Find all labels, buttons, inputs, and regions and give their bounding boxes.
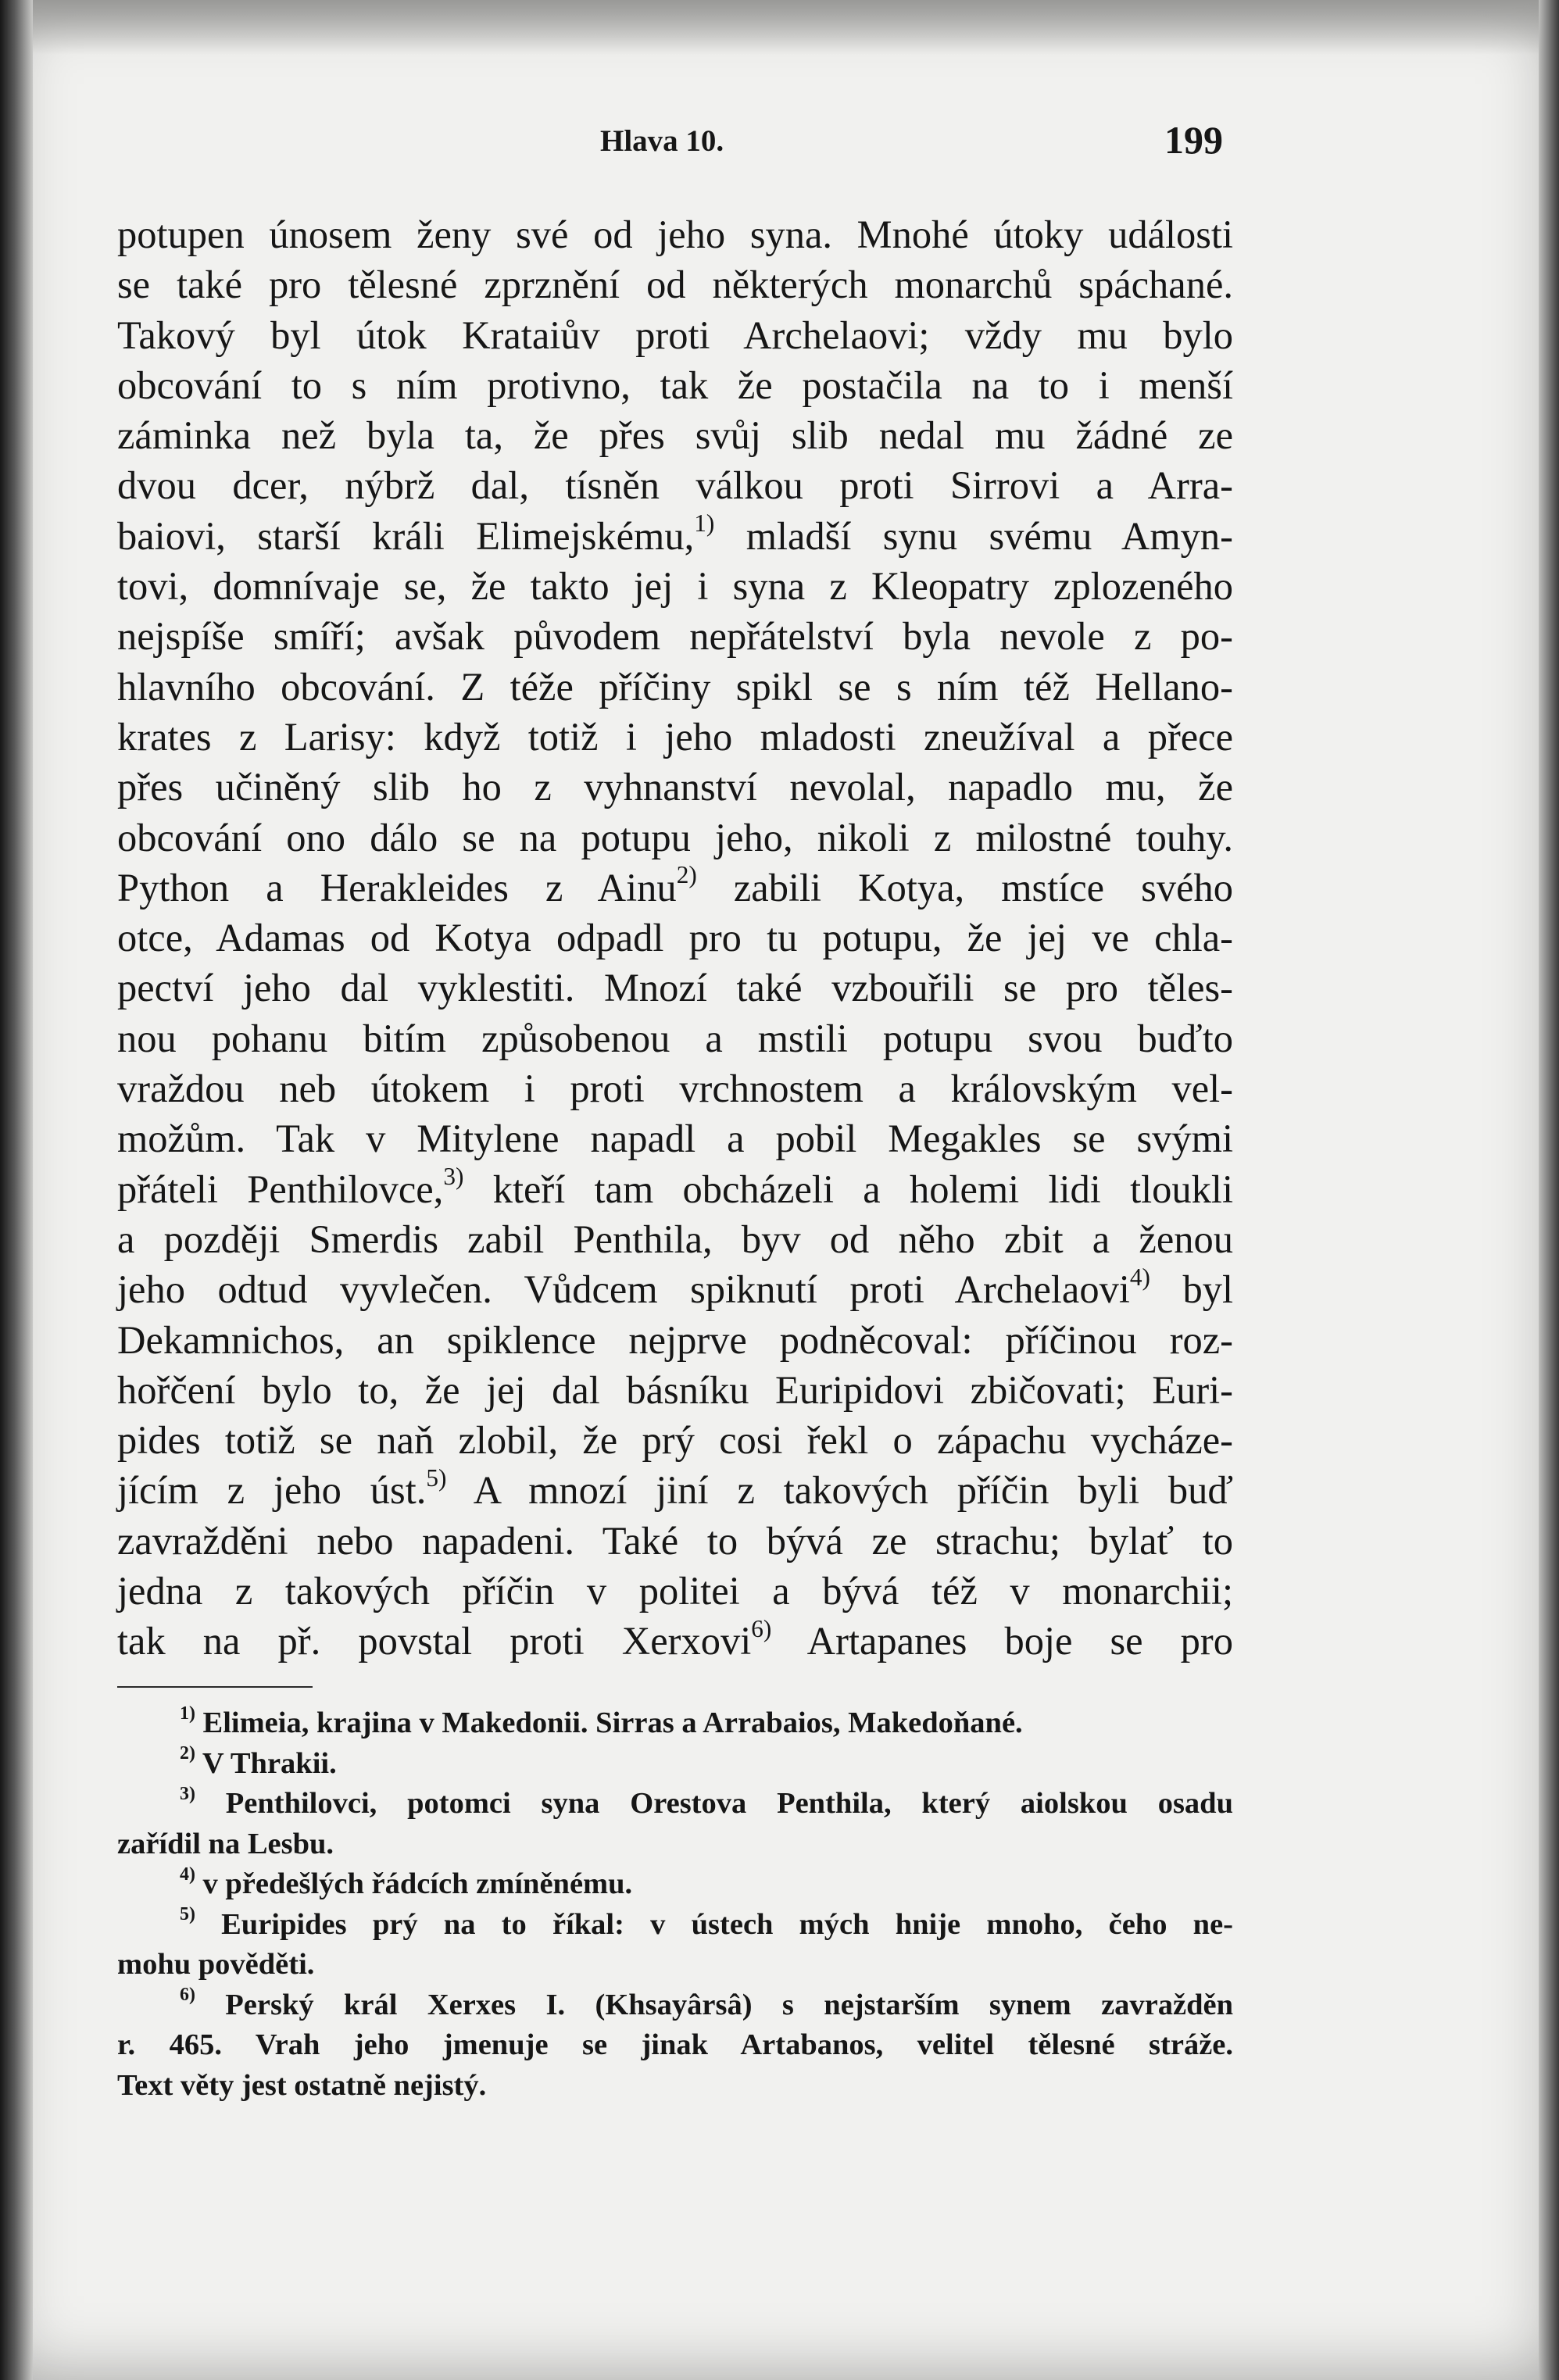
footnote: $^{5)}$ Euripides prý na to říkal: v ústech mých hnije mnoho, čeho ne- [180, 1904, 1233, 1941]
text-line: pectví jeho dal vyklestiti. Mnozí také vzbouřili se pro těles- [117, 966, 1233, 1010]
footnote: $^{1)}$ Elimeia, krajina v Makedonii. Sirras a Arrabaios, Makedoňané. [180, 1703, 1023, 1739]
text-line [117, 1465, 1233, 1515]
footnote-ref: 4) [1129, 1263, 1150, 1291]
footnote-mark: 4) [180, 1864, 195, 1885]
footnote-mark: 2) [180, 1743, 195, 1764]
text-line [117, 1264, 1233, 1314]
text-line [117, 863, 1233, 913]
text-line: dvou dcer, nýbrž dal, tísněn válkou proti Sirrovi a Arra- [117, 463, 1233, 508]
text-line: hlavního obcování. Z téže příčiny spikl se s ním též Hellano- [117, 664, 1233, 709]
page-top-shadow [0, 0, 1559, 55]
footnote: $^{4)}$ v předešlých řádcích zmíněnému. [180, 1864, 633, 1900]
text-line: a později Smerdis zabil Penthila, byv od něho zbit a ženou [117, 1217, 1233, 1261]
text-line: vraždou neb útokem i proti vrchnostem a královským vel- [117, 1067, 1233, 1111]
footnote-mark: 3) [180, 1783, 195, 1804]
text-line: tovi, domnívaje se, že takto jej i syna z Kleopatry zplozeného [117, 564, 1233, 609]
footnote: $^{3)}$ Penthilovci, potomci syna Orestova Penthila, který aiolskou osadu [180, 1783, 1234, 1820]
page-number: 199 [1164, 118, 1223, 162]
text-line: přes učiněný slib ho z vyhnanství nevolal, napadlo mu, že [117, 765, 1233, 809]
footnote: $^{2)}$ V Thrakii. [180, 1743, 337, 1780]
text-line [117, 511, 1233, 561]
text-fragment: jeho odtud vyvlečen. Vůdcem spiknutí proti Archelaovi [117, 1267, 1130, 1312]
text-line [117, 1164, 1233, 1214]
text-line: nejspíše smíří; avšak původem nepřátelství byla nevole z po- [117, 614, 1233, 659]
text-line: hořčení bylo to, že jej dal básníku Euripidovi zbičovati; Euri- [117, 1367, 1233, 1412]
text-line: otce, Adamas od Kotya odpadl pro tu potupu, že jej ve chla- [117, 916, 1233, 960]
text-fragment: baiovi, starší králi Elimejskému, [117, 513, 695, 558]
text-fragment: Python a Herakleides z Ainu [117, 865, 677, 909]
text-line: krates z Larisy: když totiž i jeho mladosti zneužíval a přece [117, 714, 1233, 759]
page-edge-right [1539, 0, 1559, 2380]
footnote-rule [117, 1686, 313, 1688]
text-line: Takový byl útok Krataiův proti Archelaovi; vždy mu bylo [117, 313, 1233, 357]
text-line: obcování to s ním protivno, tak že postačila na to i menší [117, 363, 1233, 407]
text-line: se také pro tělesné zprznění od některých monarchů spáchané. [117, 263, 1233, 307]
text-line: záminka než byla ta, že přes svůj slib nedal mu žádné ze [117, 413, 1233, 458]
main-text [117, 209, 1233, 1667]
text-fragment: jícím z jeho úst. [117, 1468, 427, 1513]
footnote-continuation: zařídil na Lesbu. [117, 1827, 334, 1860]
text-line: nou pohanu bitím způsobenou a mstili potupu svou buďto [117, 1016, 1233, 1060]
text-line: jedna z takových příčin v politei a bývá též v monarchii; [117, 1569, 1233, 1613]
running-head [0, 117, 1559, 172]
binding-edge-left [0, 0, 33, 2380]
footnote-mark: 6) [180, 1985, 195, 2006]
footnote-mark: 1) [180, 1703, 195, 1724]
text-line: možům. Tak v Mitylene napadl a pobil Megakles se svými [117, 1117, 1233, 1161]
footnote-ref: 2) [676, 861, 697, 889]
text-fragment: Artapanes boje se pro [806, 1619, 1233, 1663]
footnote-ref: 3) [443, 1163, 464, 1191]
text-fragment: zabili Kotya, mstíce svého [733, 865, 1233, 909]
footnote-ref: 5) [426, 1463, 447, 1492]
text-line: obcování ono dálo se na potupu jeho, nikoli z milostné touhy. [117, 815, 1233, 859]
text-line [117, 1616, 1233, 1666]
footnote-ref: 6) [751, 1614, 772, 1642]
footnote-continuation: r. 465. Vrah jeho jmenuje se jinak Artabanos, velitel tělesné stráže. [117, 2028, 1233, 2061]
footnote: $^{6)}$ Perský král Xerxes I. (Khsayârsâ) s nejstarším synem zavražděn [180, 1985, 1234, 2021]
footnote-mark: 5) [180, 1904, 195, 1925]
text-fragment: A mnozí jiní z takových příčin byli buď [473, 1468, 1234, 1513]
footnote-continuation: mohu pověděti. [117, 1948, 315, 1981]
footnote-continuation: Text věty jest ostatně nejistý. [117, 2068, 487, 2102]
text-fragment: mladší synu svému Amyn- [746, 513, 1233, 558]
text-line: zavražděni nebo napadeni. Také to bývá ze strachu; bylať to [117, 1518, 1233, 1563]
text-line: potupen únosem ženy své od jeho syna. Mnohé útoky události [117, 213, 1233, 256]
text-fragment: kteří tam obcházeli a holemi lidi tloukli [492, 1167, 1233, 1211]
text-fragment: tak na př. povstal proti Xerxovi [117, 1619, 752, 1663]
text-fragment: byl [1182, 1267, 1234, 1312]
footnote-ref: 1) [694, 509, 715, 538]
text-line: pides totiž se naň zlobil, že prý cosi řekl o zápachu vycháze- [117, 1418, 1233, 1463]
footnotes [117, 1703, 1233, 2106]
chapter-title: Hlava 10. [600, 124, 724, 158]
text-line: Dekamnichos, an spiklence nejprve podněcoval: příčinou roz- [117, 1317, 1233, 1362]
text-fragment: přáteli Penthilovce, [117, 1167, 444, 1211]
